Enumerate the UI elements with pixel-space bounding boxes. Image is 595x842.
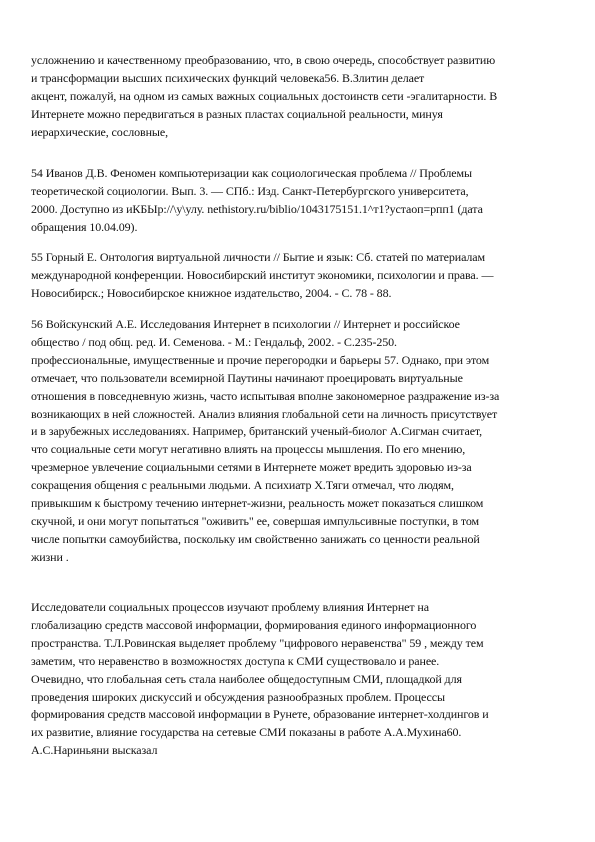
text-line: заметим, что неравенство в возможностях доступа к СМИ существовало и ранее. bbox=[31, 653, 440, 668]
text-line: теоретической социологии. Вып. 3. — СПб.: Изд. Санкт-Петербургского университета, bbox=[31, 183, 469, 198]
text-line: Новосибирск.; Новосибирское книжное издательство, 2004. - С. 78 - 88. bbox=[31, 285, 392, 300]
text-line: сокращения общения с реальными людьми. А психиатр Х.Тяги отмечал, что людям, bbox=[31, 478, 454, 493]
text-line: возникающих в ней сложностей. Анализ влияния глобальной сети на личность присутствует bbox=[31, 406, 498, 421]
text-line: глобализацию средств массовой информации, формирования единого информационного bbox=[31, 617, 477, 632]
paragraph-intro bbox=[31, 52, 576, 142]
text-line: 55 Горный Е. Онтология виртуальной личности // Бытие и язык: Сб. статей по материалам bbox=[31, 250, 486, 264]
text-line: международной конференции. Новосибирский институт экономики, психологии и права. — bbox=[31, 267, 494, 282]
text-line: общество / под общ. ред. И. Семенова. - М.: Гендальф, 2002. - С.235-250. bbox=[31, 334, 397, 349]
text-line: проведения широких дискуссий и обсуждения разнообразных проблем. Процессы bbox=[31, 689, 445, 704]
text-line: профессиональные, имущественные и прочие перегородки и барьеры 57. Однако, при этом bbox=[31, 352, 490, 367]
footnote-56-and-body bbox=[31, 316, 576, 567]
text-line: чрезмерное увлечение социальными сетями в Интернете может вредить здоровью из-за bbox=[31, 460, 472, 475]
text-line: 54 Иванов Д.В. Феномен компьютеризации как социологическая проблема // Проблемы bbox=[31, 166, 472, 180]
text-line: Интернете можно передвигаться в разных пластах социальной реальности, минуя bbox=[31, 106, 443, 121]
text-line: что социальные сети могут негативно влиять на процессы мышления. По его мнению, bbox=[31, 442, 466, 457]
text-line: А.С.Нариньяни высказал bbox=[31, 743, 158, 758]
footnote-54 bbox=[31, 165, 576, 237]
text-line: отношения в повседневную жизнь, часто испытывая вполне закономерное раздражение из-за bbox=[31, 388, 500, 403]
text-line: их развитие, влияние государства на сетевые СМИ показаны в работе А.А.Мухина60. bbox=[31, 725, 462, 740]
text-line: акцент, пожалуй, на одном из самых важных социальных достоинств сети -эгалитарности. В bbox=[31, 88, 498, 103]
text-line: иерархические, сословные, bbox=[31, 124, 168, 139]
text-line: скучной, и они могут попытаться "оживить" ее, совершая импульсивные поступки, в том bbox=[31, 513, 479, 528]
text-line: Очевидно, что глобальная сеть стала наиболее общедоступным СМИ, площадкой для bbox=[31, 671, 462, 686]
text-line: 56 Войскунский А.Е. Исследования Интернет в психологии // Интернет и российское bbox=[31, 317, 460, 331]
text-line: обращения 10.04.09). bbox=[31, 219, 138, 234]
text-line: жизни . bbox=[31, 549, 69, 564]
text-line: отмечает, что пользователи всемирной Паутины начинают проецировать виртуальные bbox=[31, 370, 463, 385]
text-line: пространства. Т.Л.Ровинская выделяет проблему "цифрового неравенства" 59 , между тем bbox=[31, 635, 484, 650]
paragraph-researchers bbox=[31, 599, 576, 760]
footnote-55 bbox=[31, 249, 576, 303]
text-line: и трансформации высших психических функций человека56. В.Злитин делает bbox=[31, 70, 425, 85]
text-line: 2000. Доступно из иКБЫр://\у\улу. nethistory.ru/biblio/1043175151.1^т1?устаоп=рпп1 (дата bbox=[31, 201, 483, 216]
text-line: формирования средств массовой информации в Рунете, образование интернет-холдингов и bbox=[31, 707, 489, 722]
text-line: усложнению и качественному преобразованию, что, в свою очередь, способствует развитию bbox=[31, 53, 496, 67]
text-line: числе попытки самоубийства, поскольку им свойственно занижать со ценности реальной bbox=[31, 531, 480, 546]
text-line: Исследователи социальных процессов изучают проблему влияния Интернет на bbox=[31, 600, 429, 614]
text-line: и в зарубежных исследованиях. Например, британский ученый-биолог А.Сигман считает, bbox=[31, 424, 483, 439]
text-line: привыкшим к быстрому течению интернет-жизни, реальность может показаться слишком bbox=[31, 496, 484, 511]
